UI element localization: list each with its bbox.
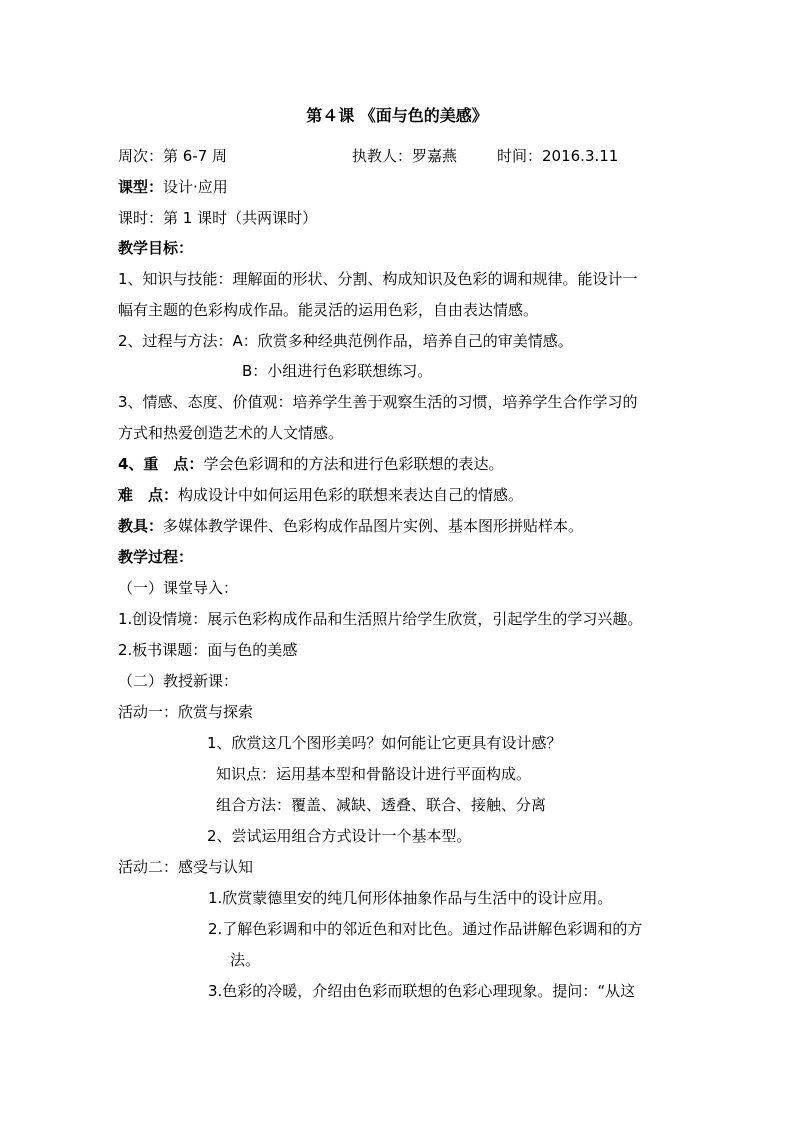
activity-2-item-2-line-2: 法。 (230, 951, 261, 969)
tools-label: 教具： (118, 517, 164, 535)
activity-2-item-2-line-1: 2.了解色彩调和中的邻近色和对比色。通过作品讲解色彩调和的方 (208, 920, 643, 938)
key-point-label: 4、重 点： (118, 455, 204, 473)
time-info: 时间：2016.3.11 (497, 147, 619, 165)
process-heading: 教学过程： (118, 548, 194, 566)
part-1-heading: （一）课堂导入： (118, 579, 239, 597)
activity-1-heading: 活动一：欣赏与探索 (118, 703, 254, 721)
course-type-label: 课型： (118, 178, 164, 196)
key-point (118, 454, 503, 474)
part-1-item-2: 2.板书课题：面与色的美感 (118, 641, 298, 659)
course-type (118, 177, 228, 197)
activity-1-combination-methods: 组合方法：覆盖、减缺、透叠、联合、接触、分离 (216, 796, 547, 814)
tools-value: 多媒体教学课件、色彩构成作品图片实例、基本图形拼贴样本。 (163, 517, 584, 535)
difficulty-value: 构成设计中如何运用色彩的联想来表达自己的情感。 (178, 486, 524, 504)
difficulty-point (118, 485, 523, 505)
objective-2-line-1: 2、过程与方法：A：欣赏多种经典范例作品，培养自己的审美情感。 (118, 332, 573, 350)
activity-2-item-3: 3.色彩的冷暖，介绍由色彩而联想的色彩心理现象。提问：“从这 (208, 982, 636, 1000)
activity-1-item-1: 1、欣赏这几个图形美吗？如何能让它更具有设计感？ (207, 734, 562, 752)
objective-1-line-2: 幅有主题的色彩构成作品。能灵活的运用色彩，自由表达情感。 (118, 301, 539, 319)
difficulty-label: 难 点： (118, 486, 179, 504)
page-title: 第４课 《面与色的美感》 (306, 106, 488, 125)
part-2-heading: （二）教授新课： (118, 672, 239, 690)
activity-2-item-1: 1.欣赏蒙德里安的纯几何形体抽象作品与生活中的设计应用。 (208, 889, 613, 907)
key-point-value: 学会色彩调和的方法和进行色彩联想的表达。 (203, 455, 504, 473)
objective-3-line-1: 3、情感、态度、价值观：培养学生善于观察生活的习惯，培养学生合作学习的 (118, 393, 638, 411)
objective-2-line-2: B：小组进行色彩联想练习。 (242, 362, 433, 380)
course-type-value: 设计·应用 (163, 178, 228, 196)
activity-1-item-2: 2、尝试运用组合方式设计一个基本型。 (207, 827, 472, 845)
period-info: 课时：第 1 课时（共两课时） (118, 209, 318, 227)
part-1-item-1: 1.创设情境：展示色彩构成作品和生活照片给学生欣赏，引起学生的学习兴趣。 (118, 610, 643, 628)
objectives-heading: 教学目标： (118, 239, 194, 257)
teaching-tools (118, 516, 583, 536)
activity-2-heading: 活动二：感受与认知 (118, 858, 254, 876)
teacher-info: 执教人：罗嘉燕 (352, 147, 458, 165)
week-info: 周次：第 6-7 周 (118, 147, 228, 165)
objective-1-line-1: 1、知识与技能：理解面的形状、分割、构成知识及色彩的调和规律。能设计一 (118, 270, 638, 288)
activity-1-knowledge-point: 知识点：运用基本型和骨骼设计进行平面构成。 (216, 765, 532, 783)
objective-3-line-2: 方式和热爱创造艺术的人文情感。 (118, 424, 344, 442)
